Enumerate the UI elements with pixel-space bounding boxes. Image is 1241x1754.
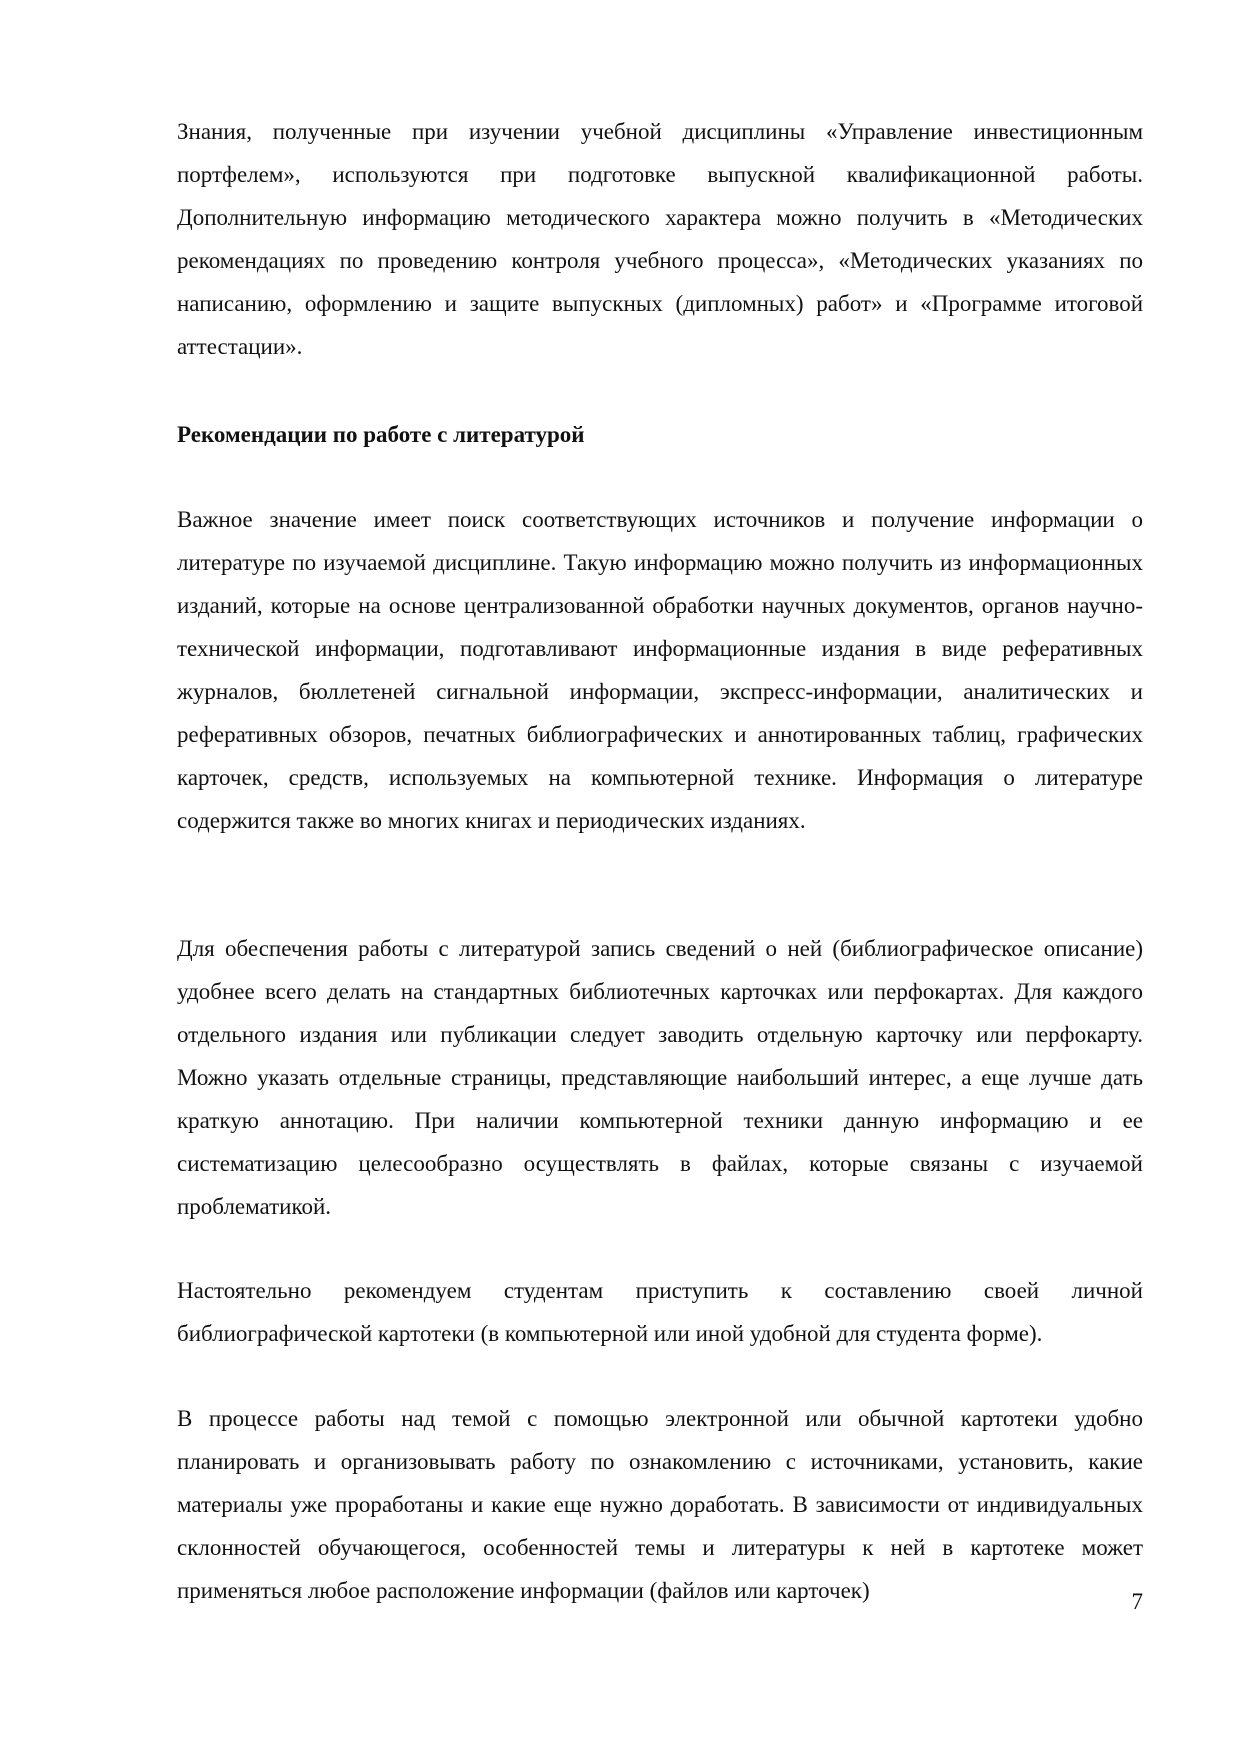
paragraph-sources: Важное значение имеет поиск соответствующих источников и получение информации о литературе по изучаемой дисциплине. Такую информацию можно получить из информационных изданий, которые на основе централизованной обработки научных документов, органов научно-технической информации, подготавливают информационные издания в виде реферативных журналов, бюллетеней сигнальной информации, экспресс-информации, аналитических и реферативных обзоров, печатных библиографических и аннотированных таблиц, графических карточек, средств, используемых на компьютерной технике. Информация о литературе содержится также во многих книгах и периодических изданиях. (177, 507, 1143, 833)
paragraph-catalog: В процессе работы над темой с помощью электронной или обычной картотеки удобно планировать и организовывать работу по ознакомлению с источниками, установить, какие материалы уже проработаны и какие еще нужно доработать. В зависимости от индивидуальных склонностей обучающегося, особенностей темы и литературы к ней в картотеке может применяться любое расположение информации (файлов или карточек) (177, 1406, 1143, 1603)
page-number: 7 (1131, 1589, 1143, 1614)
section-heading: Рекомендации по работе с литературой (177, 422, 585, 447)
paragraph-cards: Для обеспечения работы с литературой запись сведений о ней (библиографическое описание) удобнее всего делать на стандартных библиотечных карточках или перфокартах. Для каждого отдельного издания или публикации следует заводить отдельную карточку или перфокарту. Можно указать отдельные страницы, представляющие наибольший интерес, а еще лучше дать краткую аннотацию. При наличии компьютерной техники данную информацию и ее систематизацию целесообразно осуществлять в файлах, которые связаны с изучаемой проблематикой. (177, 936, 1143, 1219)
paragraph-recommendation: Настоятельно рекомендуем студентам приступить к составлению своей личной библиографической картотеки (в компьютерной или иной удобной для студента форме). (177, 1278, 1143, 1346)
paragraph-intro: Знания, полученные при изучении учебной дисциплины «Управление инвестиционным портфелем», используются при подготовке выпускной квалификационной работы. Дополнительную информацию методического характера можно получить в «Методических рекомендациях по проведению контроля учебного процесса», «Методических указаниях по написанию, оформлению и защите выпускных (дипломных) работ» и «Программе итоговой аттестации». (177, 119, 1143, 359)
